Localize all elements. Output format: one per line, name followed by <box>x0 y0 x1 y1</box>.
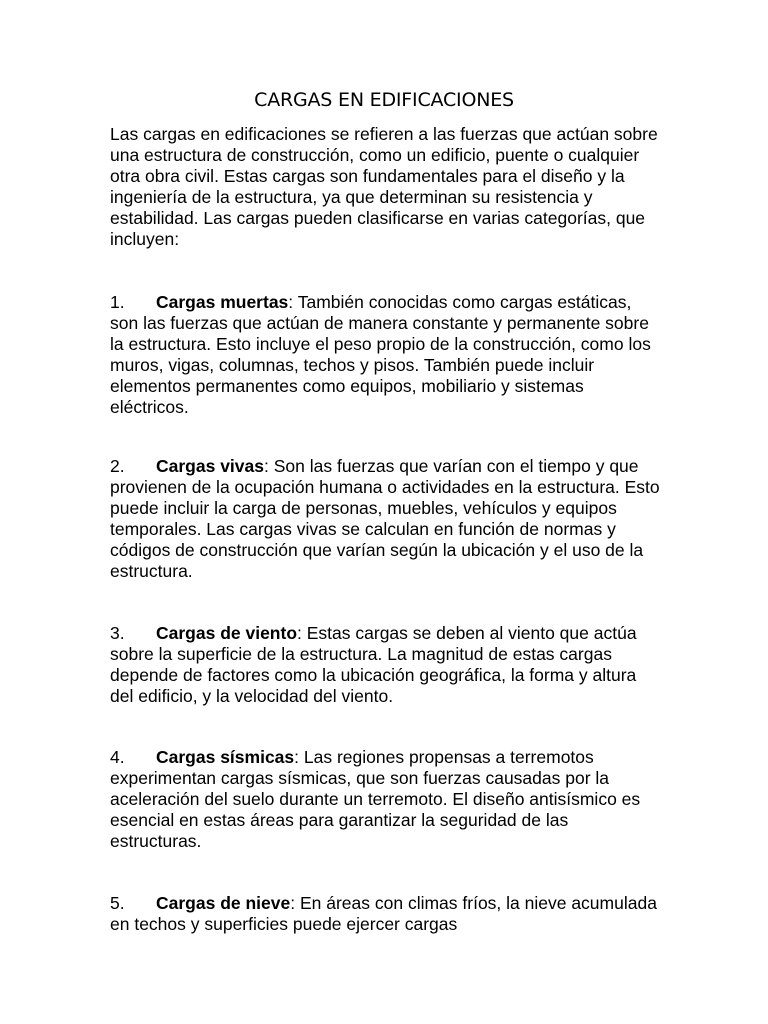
list-item-term: Cargas de viento <box>156 623 298 643</box>
list-item-text: : Estas cargas se deben al viento que actúa sobre la superficie de la estructura. La magnitud de estas cargas depende de factores como la ubicación geográfica, la forma y altura del edificio, y la velocidad del viento. <box>110 623 637 706</box>
list-item-text: : También conocidas como cargas estáticas, son las fuerzas que actúan de manera constante y permanente sobre la estructura. Esto incluye el peso propio de la construcción, como los muros, vigas, columnas, techos y pisos. También puede incluir elementos permanentes como equipos, mobiliario y sistemas eléctricos. <box>110 292 651 417</box>
list-item-term: Cargas sísmicas <box>156 747 295 767</box>
list-item-cargas-sismicas <box>110 747 662 852</box>
list-item-text: : En áreas con climas fríos, la nieve acumulada en techos y superficies puede ejercer cargas <box>110 893 657 934</box>
list-item-cargas-de-nieve <box>110 893 662 935</box>
list-item-text: : Son las fuerzas que varían con el tiempo y que provienen de la ocupación humana o actividades en la estructura. Esto puede incluir la carga de personas, muebles, vehículos y equipos temporales. Las cargas vivas se calculan en función de normas y códigos de construcción que varían según la ubicación y el uso de la estructura. <box>110 456 660 581</box>
list-item-cargas-vivas <box>110 456 662 582</box>
list-item-term: Cargas de nieve <box>156 893 291 913</box>
list-item-cargas-muertas <box>110 292 662 418</box>
list-item-number: 5. <box>110 893 125 913</box>
list-item-cargas-de-viento <box>110 623 662 707</box>
list-item-number: 3. <box>110 623 125 643</box>
list-item-number: 1. <box>110 292 125 312</box>
list-item-term: Cargas muertas <box>156 292 289 312</box>
intro-paragraph: Las cargas en edificaciones se refieren a las fuerzas que actúan sobre una estructura de construcción, como un edificio, puente o cualquier otra obra civil. Estas cargas son fundamentales para el diseño y la ingeniería de la estructura, ya que determinan su resistencia y estabilidad. Las cargas pueden clasificarse en varias categorías, que incluyen: <box>110 124 658 249</box>
list-item-number: 4. <box>110 747 125 767</box>
list-item-number: 2. <box>110 456 125 476</box>
list-item-term: Cargas vivas <box>156 456 264 476</box>
document-title: CARGAS EN EDIFICACIONES <box>254 89 514 111</box>
list-item-text: : Las regiones propensas a terremotos experimentan cargas sísmicas, que son fuerzas causadas por la aceleración del suelo durante un terremoto. El diseño antisísmico es esencial en estas áreas para garantizar la seguridad de las estructuras. <box>110 747 641 851</box>
